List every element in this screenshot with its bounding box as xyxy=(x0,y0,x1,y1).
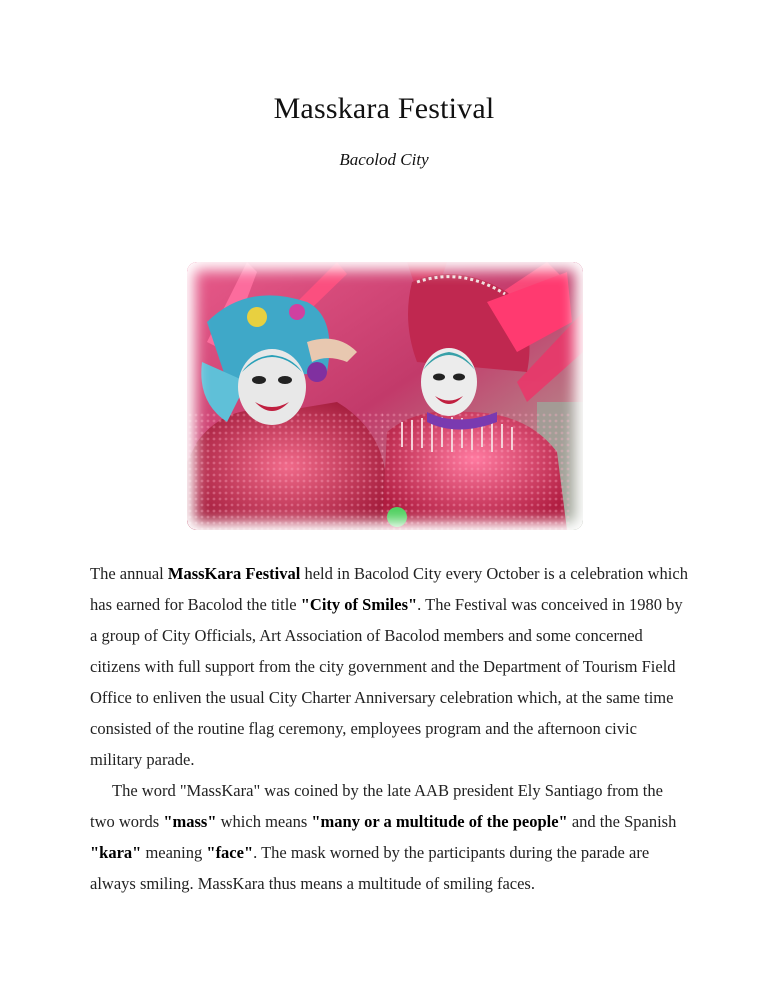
paragraph-1-bold-2: "City of Smiles" xyxy=(300,595,418,614)
paragraph-1-text-3: . The Festival was conceived in 1980 by a group of City Officials, Art Association of Bacolod members and some concerned citizens with full support from the city government and the Department of Tourism Field Office to enliven the usual City Charter Anniversary celebration which, at the same time consisted of the routine flag ceremony, employees program and the afternoon civic military parade. xyxy=(90,595,683,769)
paragraph-2-bold-4: "face" xyxy=(206,843,254,862)
page-subtitle: Bacolod City xyxy=(339,150,429,169)
paragraph-2 xyxy=(90,775,690,899)
paragraph-2-text-1: The word "MassKara" was coined by the late AAB president Ely Santiago from the two words xyxy=(90,781,663,831)
paragraph-2-bold-2: "many or a multitude of the people" xyxy=(311,812,568,831)
page-title: Masskara Festival xyxy=(273,92,495,125)
paragraph-1-text-2: held in Bacolod City every October is a celebration which has earned for Bacolod the title xyxy=(90,564,688,614)
article-body xyxy=(90,558,690,899)
paragraph-2-bold-1: "mass" xyxy=(163,812,217,831)
paragraph-2-text-5: . The mask worned by the participants during the parade are always smiling. MassKara thus means a multitude of smiling faces. xyxy=(90,843,650,893)
paragraph-1-text-1: The annual xyxy=(90,564,168,583)
paragraph-2-text-4: meaning xyxy=(141,843,207,862)
masskara-dancers-photo xyxy=(187,262,583,530)
paragraph-2-text-2: which means xyxy=(216,812,312,831)
paragraph-1 xyxy=(90,558,690,775)
paragraph-2-bold-3: "kara" xyxy=(90,843,142,862)
paragraph-1-bold-1: MassKara Festival xyxy=(167,564,301,583)
paragraph-2-text-3: and the Spanish xyxy=(567,812,677,831)
